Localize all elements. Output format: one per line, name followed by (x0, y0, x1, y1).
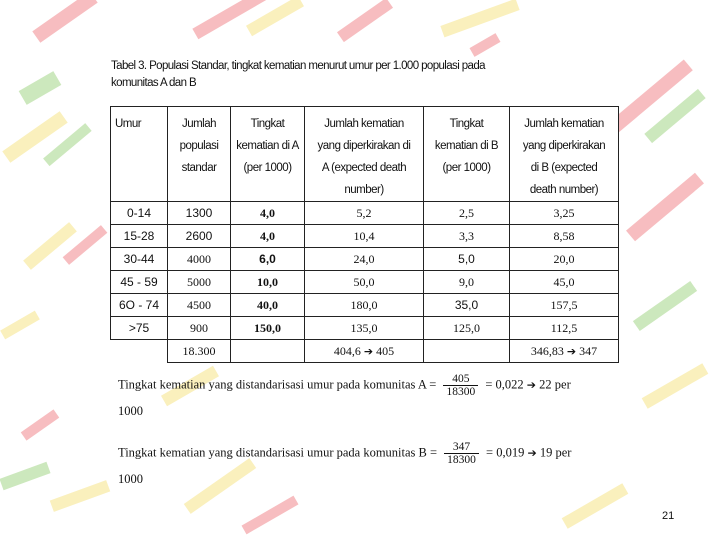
formula-b: Tingkat kematian yang distandarisasi umur pada komunitas B = $\frac{347}{18300}$ = 0,019 ➔ 19 per 1000 (118, 441, 628, 487)
cell-rate-a: 150,0 (231, 317, 305, 340)
cell-deaths-b: 3,25 (510, 202, 619, 225)
header-rate-a: Tingkat kematian di A (per 1000) (231, 107, 305, 202)
cell-populasi: 4000 (168, 248, 231, 271)
cell-populasi: 5000 (168, 271, 231, 294)
cell-deaths-b: 20,0 (510, 248, 619, 271)
cell-rate-a: 10,0 (231, 271, 305, 294)
cell-deaths-b: 112,5 (510, 317, 619, 340)
cell-blank (111, 340, 168, 363)
total-deaths-a: 404,6 ➔ 405 (305, 340, 424, 363)
header-umur: Umur (111, 107, 168, 202)
cell-rate-b: 5,0 (424, 248, 510, 271)
cell-rate-a: 40,0 (231, 294, 305, 317)
cell-rate-b: 3,3 (424, 225, 510, 248)
cell-populasi: 2600 (168, 225, 231, 248)
cell-deaths-a: 5,2 (305, 202, 424, 225)
cell-rate-b: 35,0 (424, 294, 510, 317)
cell-populasi: 1300 (168, 202, 231, 225)
total-deaths-b: 346,83 ➔ 347 (510, 340, 619, 363)
formula-b-tail: 1000 (118, 472, 143, 486)
header-deaths-b: Jumlah kematian yang diperkirakan di B (expected death number) (510, 107, 619, 202)
cell-deaths-a: 10,4 (305, 225, 424, 248)
header-populasi: Jumlah populasi standar (168, 107, 231, 202)
table-row (111, 271, 619, 294)
cell-rate-b: 2,5 (424, 202, 510, 225)
page-number: 21 (662, 510, 675, 522)
cell-rate-a: 4,0 (231, 225, 305, 248)
table-row (111, 202, 619, 225)
table-title: Tabel 3. Populasi Standar, tingkat kematian menurut umur per 1.000 populasi pada komunitas A dan B (111, 60, 485, 89)
population-table (110, 106, 619, 363)
cell-rate-a: 6,0 (231, 248, 305, 271)
table-row (111, 225, 619, 248)
cell-deaths-a: 50,0 (305, 271, 424, 294)
fraction-b: $\frac{347}{18300}$ (444, 441, 479, 466)
cell-deaths-b: 157,5 (510, 294, 619, 317)
arrow-right-icon: ➔ (363, 344, 374, 358)
arrow-right-icon: ➔ (526, 378, 537, 392)
cell-deaths-b: 45,0 (510, 271, 619, 294)
cell-umur: 6O - 74 (111, 294, 168, 317)
cell-rate-b: 9,0 (424, 271, 510, 294)
cell-umur: 45 - 59 (111, 271, 168, 294)
cell-populasi: 900 (168, 317, 231, 340)
table-row (111, 248, 619, 271)
header-rate-b: Tingkat kematian di B (per 1000) (424, 107, 510, 202)
table-header-row (111, 107, 619, 202)
cell-umur: >75 (111, 317, 168, 340)
table-row (111, 294, 619, 317)
cell-umur: 30-44 (111, 248, 168, 271)
table-total-row (111, 340, 619, 363)
total-populasi: 18.300 (168, 340, 231, 363)
cell-empty (231, 340, 305, 363)
cell-umur: 15-28 (111, 225, 168, 248)
cell-deaths-a: 24,0 (305, 248, 424, 271)
cell-populasi: 4500 (168, 294, 231, 317)
cell-deaths-b: 8,58 (510, 225, 619, 248)
arrow-right-icon: ➔ (527, 446, 537, 460)
fraction-a: $\frac{405}{18300}$ (443, 373, 478, 398)
header-deaths-a: Jumlah kematian yang diperkirakan di A (expected death number) (305, 107, 424, 202)
table-row (111, 317, 619, 340)
cell-rate-b: 125,0 (424, 317, 510, 340)
cell-deaths-a: 180,0 (305, 294, 424, 317)
cell-rate-a: 4,0 (231, 202, 305, 225)
formula-a-tail: 1000 (118, 404, 143, 418)
cell-deaths-a: 135,0 (305, 317, 424, 340)
cell-umur: 0-14 (111, 202, 168, 225)
formula-a: Tingkat kematian yang distandarisasi umur pada komunitas A = $\frac{405}{18300}$ = 0,022 ➔ 22 per 1000 (118, 373, 628, 419)
arrow-right-icon: ➔ (566, 344, 577, 358)
cell-empty (424, 340, 510, 363)
